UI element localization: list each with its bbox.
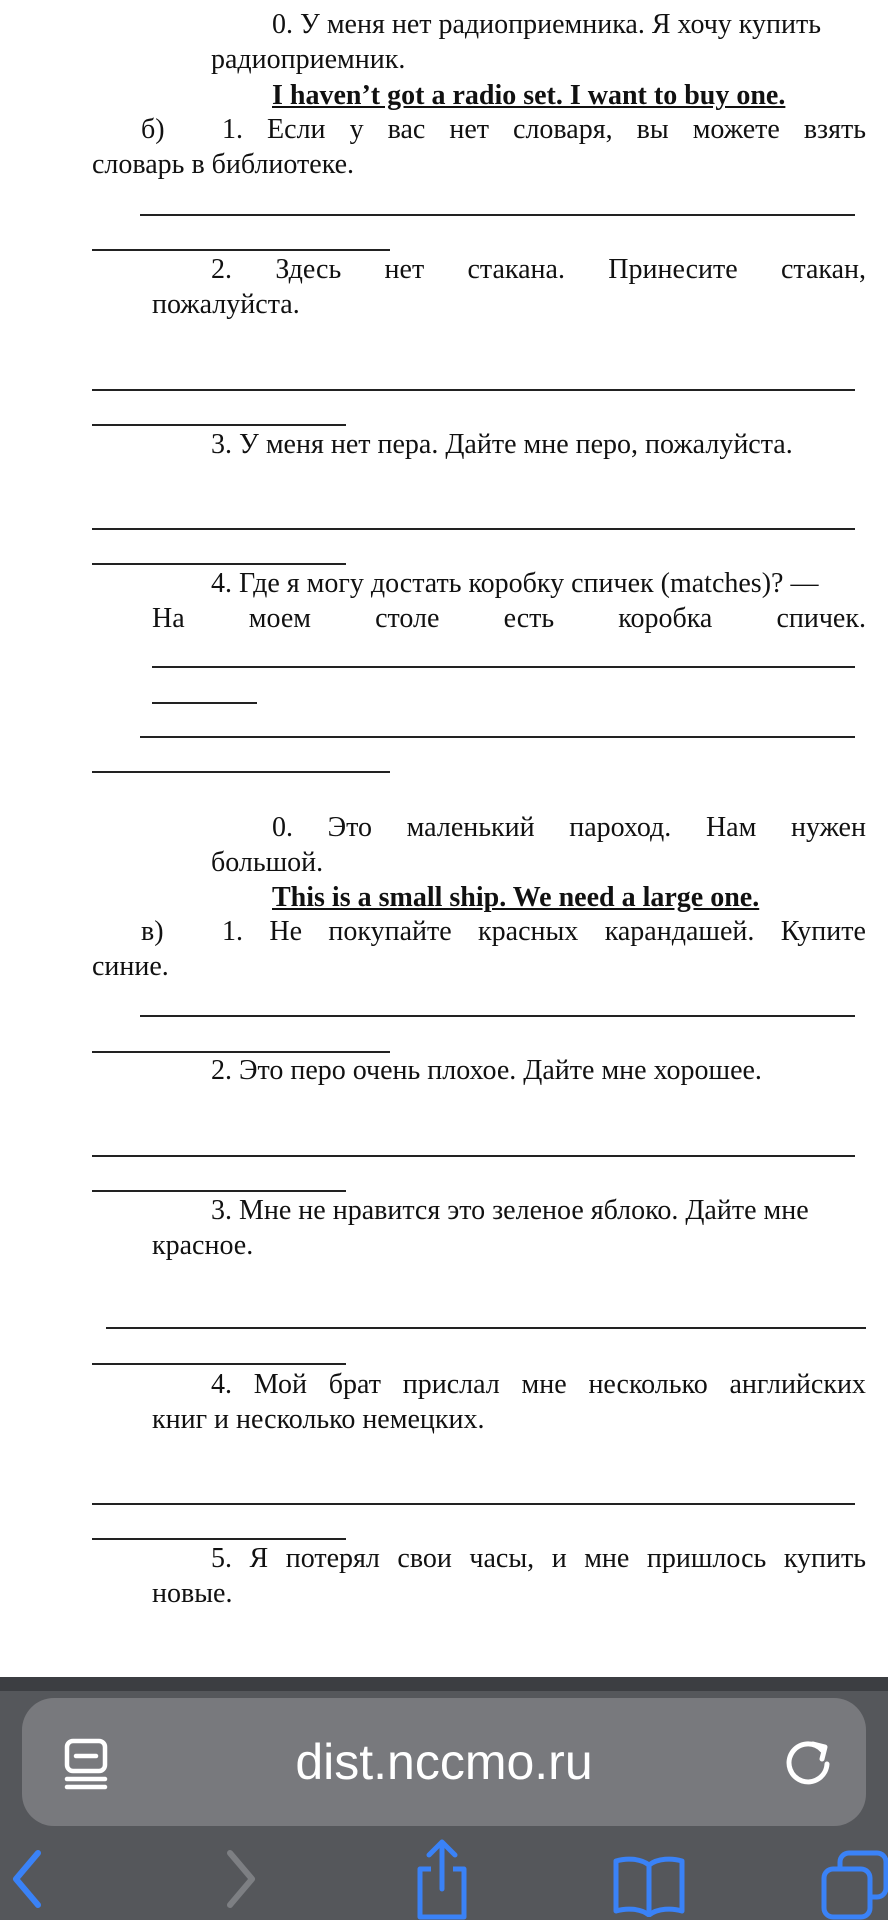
- answer-line: [140, 1015, 855, 1017]
- section-b-marker: б): [141, 114, 165, 145]
- url-text[interactable]: dist.nccmo.ru: [295, 1734, 593, 1790]
- answer-line-short: [92, 1051, 390, 1053]
- b-item-2-line1: 2. Здесь нет стакана. Принесите стакан,: [211, 254, 866, 285]
- answer-line: [140, 214, 855, 216]
- forward-chevron-icon[interactable]: [220, 1847, 260, 1916]
- back-chevron-icon[interactable]: [8, 1847, 48, 1916]
- example-b-russian-line1: 0. У меня нет радиоприемника. Я хочу купить: [272, 9, 821, 40]
- answer-line-short: [92, 771, 390, 773]
- c-item-1-line1: 1. Не покупайте красных карандашей. Купите: [222, 916, 866, 947]
- b-item-4-line1: 4. Где я могу достать коробку спичек (matches)? —: [211, 568, 819, 599]
- c-item-3-line1: 3. Мне не нравится это зеленое яблоко. Дайте мне: [211, 1195, 809, 1226]
- answer-line: [92, 1155, 855, 1157]
- answer-line: [106, 1327, 866, 1329]
- answer-line: [92, 389, 855, 391]
- example-c-answer: This is a small ship. We need a large one.: [272, 882, 760, 913]
- bookmarks-book-icon[interactable]: [612, 1853, 686, 1922]
- b-item-1-line2: словарь в библиотеке.: [92, 149, 355, 180]
- b-item-1-line1: 1. Если у вас нет словаря, вы можете взять: [222, 114, 866, 145]
- answer-line-short: [92, 563, 346, 565]
- example-b-russian-line2: радиоприемник.: [211, 44, 406, 75]
- answer-line: [140, 736, 855, 738]
- answer-line: [152, 666, 855, 668]
- reload-icon[interactable]: [782, 1736, 834, 1793]
- c-item-5-line1: 5. Я потерял свои часы, и мне пришлось купить: [211, 1543, 866, 1574]
- answer-line: [92, 528, 855, 530]
- b-item-4-line2: На моем столе есть коробка спичек.: [152, 603, 866, 634]
- c-item-4-line2: книг и несколько немецких.: [152, 1404, 485, 1435]
- example-b-answer: I haven’t got a radio set. I want to buy one.: [272, 80, 786, 111]
- toolbar-edge: [0, 1677, 888, 1691]
- c-item-1-line2: синие.: [92, 951, 169, 982]
- tabs-icon[interactable]: [820, 1849, 888, 1925]
- answer-line-short: [92, 1190, 346, 1192]
- c-item-2-line1: 2. Это перо очень плохое. Дайте мне хорошее.: [211, 1055, 762, 1086]
- b-item-3-line1: 3. У меня нет пера. Дайте мне перо, пожалуйста.: [211, 429, 793, 460]
- answer-line-short: [92, 1538, 346, 1540]
- browser-toolbar: [0, 1677, 888, 1920]
- answer-line: [92, 1503, 855, 1505]
- answer-line-short: [92, 424, 346, 426]
- section-c-marker: в): [141, 916, 164, 947]
- share-icon[interactable]: [412, 1837, 472, 1926]
- c-item-5-line2: новые.: [152, 1578, 233, 1609]
- b-item-2-line2: пожалуйста.: [152, 289, 300, 320]
- answer-line-short: [152, 702, 257, 704]
- address-bar[interactable]: [22, 1698, 866, 1826]
- answer-line-short: [92, 1363, 346, 1365]
- example-c-russian-line1: 0. Это маленький пароход. Нам нужен: [272, 812, 866, 843]
- example-c-russian-line2: большой.: [211, 847, 324, 878]
- c-item-3-line2: красное.: [152, 1230, 254, 1261]
- answer-line-short: [92, 249, 390, 251]
- c-item-4-line1: 4. Мой брат прислал мне несколько английских: [211, 1369, 866, 1400]
